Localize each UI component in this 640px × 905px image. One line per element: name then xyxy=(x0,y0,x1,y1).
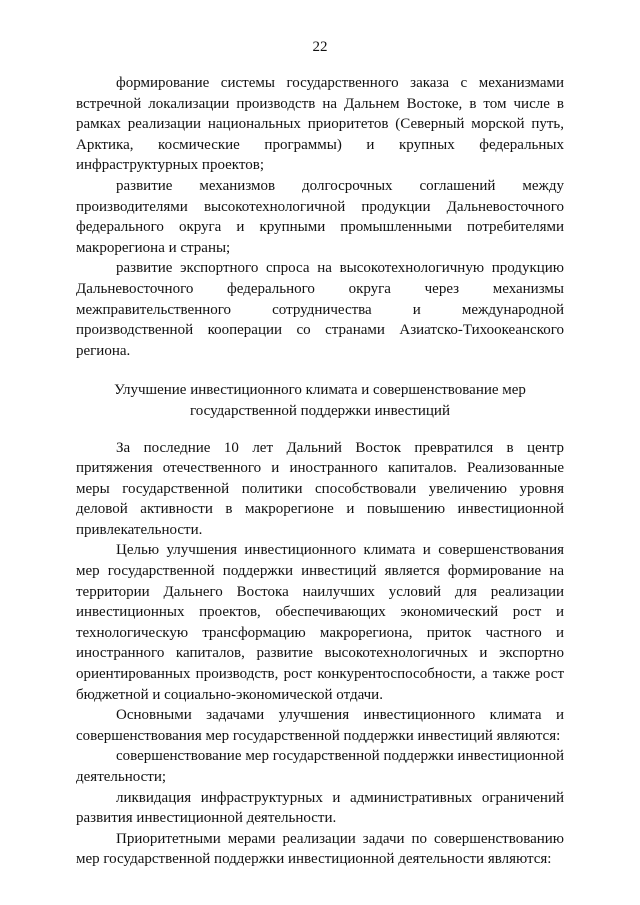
paragraph-priority-measures: Приоритетными мерами реализации задачи по совершенствованию мер государственной поддержки инвестиционной деятельности являются: xyxy=(76,830,564,868)
section-heading-line-2: государственной поддержки инвестиций xyxy=(189,402,450,419)
paragraph-state-order: формирование системы государственного заказа с механизмами встречной локализации производств на Дальнем Востоке, в том числе в рамках реализации национальных приоритетов (Северный морской путь, Арктика, космические программы) и крупных федеральных инфраструктурных проектов; xyxy=(76,75,564,174)
paragraph-task-elimination: ликвидация инфраструктурных и административных ограничений развития инвестиционной деятельности. xyxy=(76,789,564,827)
paragraph-goal: Целью улучшения инвестиционного климата и совершенствования мер государственной поддержки инвестиций является формирование на территории Дальнего Востока наилучших условий для реализации инвестиционных проектов, обеспечивающих экономический рост и технологическую трансформацию макрорегиона, приток частного и иностранного капиталов, развитие высокотехнологичных и экспортно ориентированных производств, рост конкурентоспособности, а также рост бюджетной и социально-экономической отдачи. xyxy=(76,542,564,703)
page-number: 22 xyxy=(312,39,328,55)
section-heading-line-1: Улучшение инвестиционного климата и совершенствование мер xyxy=(114,382,526,399)
paragraph-ten-years: За последние 10 лет Дальний Восток превратился в центр притяжения отечественного и иностранного капиталов. Реализованные меры государственной политики способствовали увеличению уровня деловой активности в макрорегионе и повышению инвестиционной привлекательности. xyxy=(76,439,564,538)
paragraph-export-demand: развитие экспортного спроса на высокотехнологичную продукцию Дальневосточного федерального округа через механизмы межправительственного сотрудничества и международной производственной кооперации со странами Азиатско-Тихоокеанского региона. xyxy=(76,260,564,359)
paragraph-main-tasks: Основными задачами улучшения инвестиционного климата и совершенствования мер государственной поддержки инвестиций являются: xyxy=(76,707,564,744)
section-heading xyxy=(76,380,564,421)
document-body xyxy=(76,73,564,870)
paragraph-task-improvement: совершенствование мер государственной поддержки инвестиционной деятельности; xyxy=(76,748,564,785)
paragraph-long-term-agreements: развитие механизмов долгосрочных соглашений между производителями высокотехнологичной продукции Дальневосточного федерального округа и крупными промышленными потребителями макрорегиона и страны; xyxy=(76,177,564,256)
